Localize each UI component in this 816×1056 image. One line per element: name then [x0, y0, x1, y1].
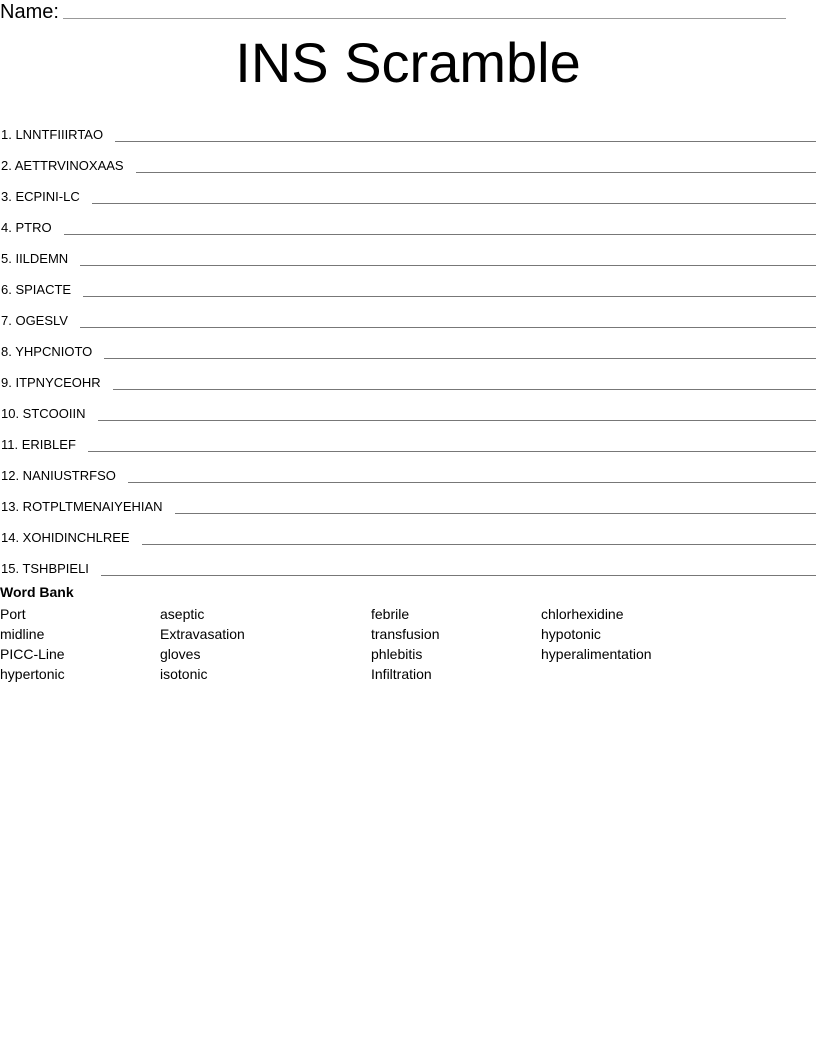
answer-line[interactable]	[142, 544, 816, 545]
answer-line[interactable]	[92, 203, 816, 204]
answer-line[interactable]	[80, 327, 816, 328]
scramble-word: 9. ITPNYCEOHR	[1, 375, 101, 390]
answer-line[interactable]	[113, 389, 816, 390]
word-bank-item: hypotonic	[541, 626, 601, 642]
word-bank-item: chlorhexidine	[541, 606, 624, 622]
scramble-row	[0, 422, 816, 453]
scramble-word: 7. OGESLV	[1, 313, 68, 328]
word-bank-item: aseptic	[160, 606, 205, 622]
answer-line[interactable]	[80, 265, 816, 266]
word-bank	[0, 604, 816, 684]
answer-line[interactable]	[115, 141, 816, 142]
scramble-row	[0, 360, 816, 391]
name-field[interactable]	[63, 18, 786, 19]
scramble-row	[0, 112, 816, 143]
scramble-word: 1. LNNTFIIIRTAO	[1, 127, 104, 142]
word-bank-column	[371, 604, 439, 684]
word-bank-item: hyperalimentation	[541, 646, 652, 662]
page-title: INS Scramble	[235, 31, 581, 94]
scramble-word: 11. ERIBLEF	[1, 437, 76, 452]
word-bank-item: Extravasation	[160, 626, 245, 642]
answer-line[interactable]	[128, 482, 816, 483]
name-label: Name:	[0, 1, 59, 23]
word-bank-column	[0, 604, 65, 684]
answer-line[interactable]	[83, 296, 816, 297]
scramble-word: 5. IILDEMN	[1, 251, 69, 266]
word-bank-item: gloves	[160, 646, 201, 662]
scramble-row	[0, 205, 816, 236]
scramble-word: 14. XOHIDINCHLREE	[1, 530, 130, 545]
scramble-word: 15. TSHBPIELI	[1, 561, 89, 576]
scramble-word: 10. STCOOIIN	[1, 406, 86, 421]
scramble-row	[0, 267, 816, 298]
scramble-word: 6. SPIACTE	[1, 282, 72, 297]
scramble-word: 4. PTRO	[1, 220, 52, 235]
answer-line[interactable]	[88, 451, 816, 452]
scramble-list	[0, 112, 816, 577]
answer-line[interactable]	[104, 358, 816, 359]
scramble-row	[0, 298, 816, 329]
scramble-word: 12. NANIUSTRFSO	[1, 468, 116, 483]
scramble-row	[0, 515, 816, 546]
word-bank-title: Word Bank	[0, 584, 74, 600]
answer-line[interactable]	[101, 575, 816, 576]
answer-line[interactable]	[98, 420, 816, 421]
name-row	[0, 0, 790, 22]
scramble-row	[0, 174, 816, 205]
word-bank-item: hypertonic	[0, 666, 65, 682]
word-bank-column	[160, 604, 245, 684]
scramble-word: 2. AETTRVINOXAAS	[1, 158, 124, 173]
word-bank-column	[541, 604, 652, 664]
scramble-word: 13. ROTPLTMENAIYEHIAN	[1, 499, 163, 514]
word-bank-item: isotonic	[160, 666, 208, 682]
answer-line[interactable]	[64, 234, 816, 235]
scramble-row	[0, 236, 816, 267]
answer-line[interactable]	[136, 172, 816, 173]
word-bank-item: transfusion	[371, 626, 440, 642]
word-bank-item: Port	[0, 606, 26, 622]
scramble-row	[0, 391, 816, 422]
word-bank-item: Infiltration	[371, 666, 432, 682]
answer-line[interactable]	[175, 513, 816, 514]
scramble-row	[0, 453, 816, 484]
scramble-row	[0, 484, 816, 515]
scramble-word: 3. ECPINI-LC	[1, 189, 80, 204]
word-bank-item: midline	[0, 626, 45, 642]
word-bank-item: febrile	[371, 606, 410, 622]
scramble-row	[0, 329, 816, 360]
scramble-row	[0, 143, 816, 174]
word-bank-item: PICC-Line	[0, 646, 65, 662]
scramble-word: 8. YHPCNIOTO	[1, 344, 93, 359]
word-bank-item: phlebitis	[371, 646, 423, 662]
scramble-row	[0, 546, 816, 577]
